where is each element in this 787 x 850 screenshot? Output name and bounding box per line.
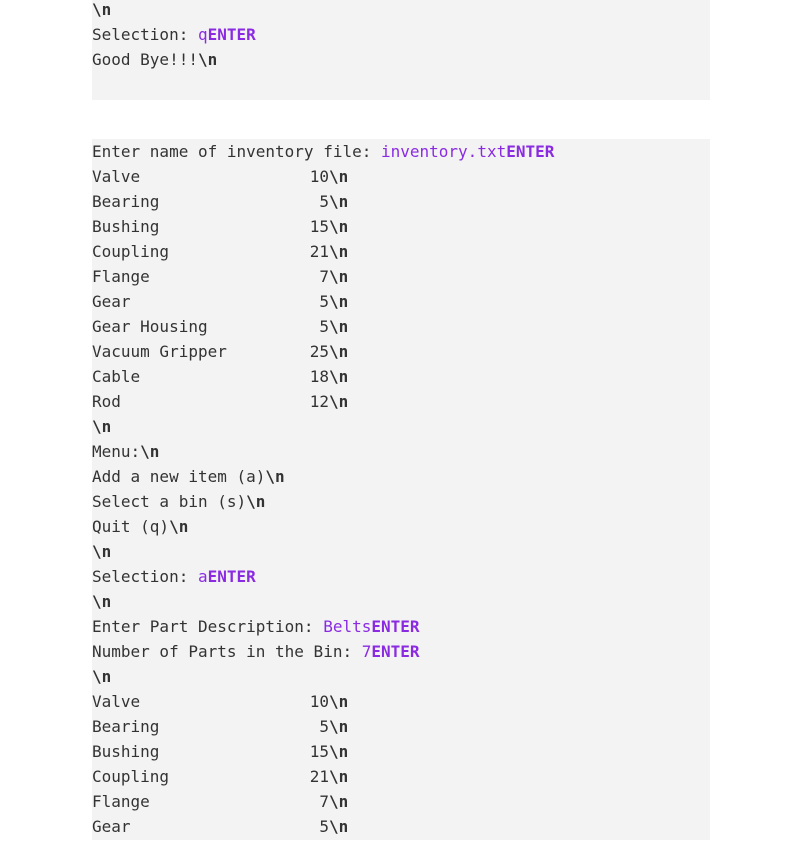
inventory-item-name: Gear	[92, 292, 131, 311]
inventory-item-qty: 12	[309, 392, 329, 411]
newline-marker: \n	[329, 292, 349, 311]
enter-marker: ENTER	[207, 25, 256, 44]
newline-marker: \n	[92, 417, 112, 436]
inventory-item-name: Flange	[92, 792, 150, 811]
inventory-item-name: Flange	[92, 267, 150, 286]
menu-title-line	[92, 439, 554, 464]
menu-item-add	[92, 464, 554, 489]
blank-line	[92, 539, 554, 564]
inventory-row	[92, 689, 554, 714]
newline-marker: \n	[329, 742, 349, 761]
newline-marker: \n	[329, 242, 349, 261]
selection-prompt: Selection:	[92, 25, 198, 44]
inventory-row	[92, 739, 554, 764]
inventory-row	[92, 264, 554, 289]
newline-marker: \n	[329, 267, 349, 286]
part-description-input: Belts	[323, 617, 372, 636]
inventory-row	[92, 764, 554, 789]
enter-marker: ENTER	[506, 142, 555, 161]
inventory-item-name: Rod	[92, 392, 121, 411]
enter-marker: ENTER	[371, 642, 420, 661]
inventory-list-updated	[92, 689, 554, 839]
newline-marker: \n	[329, 817, 349, 836]
inventory-list-initial	[92, 164, 554, 414]
inventory-item-qty: 18	[309, 367, 329, 386]
inventory-item-qty: 21	[309, 242, 329, 261]
enter-marker: ENTER	[207, 567, 256, 586]
newline-marker: \n	[92, 592, 112, 611]
inventory-row	[92, 789, 554, 814]
part-description-line	[92, 614, 554, 639]
parts-count-line	[92, 639, 554, 664]
inventory-item-name: Gear Housing	[92, 317, 208, 336]
menu-item-label: Quit (q)	[92, 517, 170, 536]
console-output-main	[92, 139, 710, 840]
console-lines-top	[92, 0, 256, 72]
newline-marker: \n	[140, 442, 160, 461]
inventory-item-qty: 15	[309, 217, 329, 236]
inventory-item-qty: 15	[309, 742, 329, 761]
inventory-item-name: Bushing	[92, 217, 160, 236]
newline-marker: \n	[92, 542, 112, 561]
newline-marker: \n	[265, 467, 285, 486]
inventory-item-name: Valve	[92, 692, 141, 711]
inventory-row	[92, 214, 554, 239]
inventory-row	[92, 289, 554, 314]
console-output-top	[92, 0, 710, 100]
newline-marker: \n	[92, 667, 112, 686]
newline-marker: \n	[329, 717, 349, 736]
newline-marker: \n	[197, 50, 218, 69]
inventory-item-qty: 21	[309, 767, 329, 786]
newline-marker: \n	[329, 692, 349, 711]
inventory-item-name: Coupling	[92, 767, 170, 786]
blank-line	[92, 664, 554, 689]
menu-item-label: Add a new item (a)	[92, 467, 266, 486]
inventory-row	[92, 389, 554, 414]
inventory-item-name: Cable	[92, 367, 141, 386]
inventory-item-qty: 5	[319, 317, 329, 336]
inventory-row	[92, 339, 554, 364]
inventory-item-name: Vacuum Gripper	[92, 342, 227, 361]
inventory-row	[92, 364, 554, 389]
newline-marker: \n	[329, 392, 349, 411]
inventory-item-qty: 25	[309, 342, 329, 361]
selection-line	[92, 564, 554, 589]
inventory-row	[92, 314, 554, 339]
menu-title: Menu:	[92, 442, 141, 461]
newline-marker: \n	[329, 217, 349, 236]
inventory-item-qty: 5	[319, 717, 329, 736]
inventory-item-name: Bearing	[92, 192, 160, 211]
inventory-item-name: Coupling	[92, 242, 170, 261]
file-input: inventory.txt	[380, 142, 507, 161]
inventory-item-qty: 7	[319, 267, 329, 286]
console-lines-main	[92, 139, 554, 839]
inventory-item-qty: 10	[309, 692, 329, 711]
enter-marker: ENTER	[371, 617, 420, 636]
selection-line	[92, 22, 256, 47]
goodbye-line	[92, 47, 256, 72]
goodbye-text: Good Bye!!!	[92, 50, 198, 69]
inventory-item-qty: 7	[319, 792, 329, 811]
newline-marker: \n	[329, 792, 349, 811]
newline-marker: \n	[329, 367, 349, 386]
inventory-item-name: Valve	[92, 167, 141, 186]
newline-marker: \n	[329, 342, 349, 361]
blank-line	[92, 0, 256, 22]
part-description-prompt: Enter Part Description:	[92, 617, 324, 636]
inventory-row	[92, 814, 554, 839]
inventory-row	[92, 239, 554, 264]
blank-line	[92, 414, 554, 439]
newline-marker: \n	[329, 167, 349, 186]
newline-marker: \n	[246, 492, 266, 511]
inventory-item-qty: 10	[309, 167, 329, 186]
selection-prompt: Selection:	[92, 567, 198, 586]
inventory-row	[92, 164, 554, 189]
parts-count-prompt: Number of Parts in the Bin:	[92, 642, 362, 661]
inventory-item-name: Bushing	[92, 742, 160, 761]
file-prompt-line	[92, 139, 554, 164]
inventory-row	[92, 714, 554, 739]
parts-count-input: 7	[361, 642, 372, 661]
inventory-item-qty: 5	[319, 817, 329, 836]
selection-input: q	[197, 25, 208, 44]
inventory-item-qty: 5	[319, 292, 329, 311]
file-prompt: Enter name of inventory file:	[92, 142, 381, 161]
newline-marker: \n	[329, 767, 349, 786]
blank-line	[92, 589, 554, 614]
newline-marker: \n	[329, 317, 349, 336]
newline-marker: \n	[92, 0, 112, 19]
selection-input: a	[197, 567, 208, 586]
inventory-item-name: Bearing	[92, 717, 160, 736]
newline-marker: \n	[329, 192, 349, 211]
inventory-item-name: Gear	[92, 817, 131, 836]
inventory-row	[92, 189, 554, 214]
menu-item-quit	[92, 514, 554, 539]
inventory-item-qty: 5	[319, 192, 329, 211]
menu-item-label: Select a bin (s)	[92, 492, 247, 511]
menu-item-select	[92, 489, 554, 514]
newline-marker: \n	[169, 517, 189, 536]
